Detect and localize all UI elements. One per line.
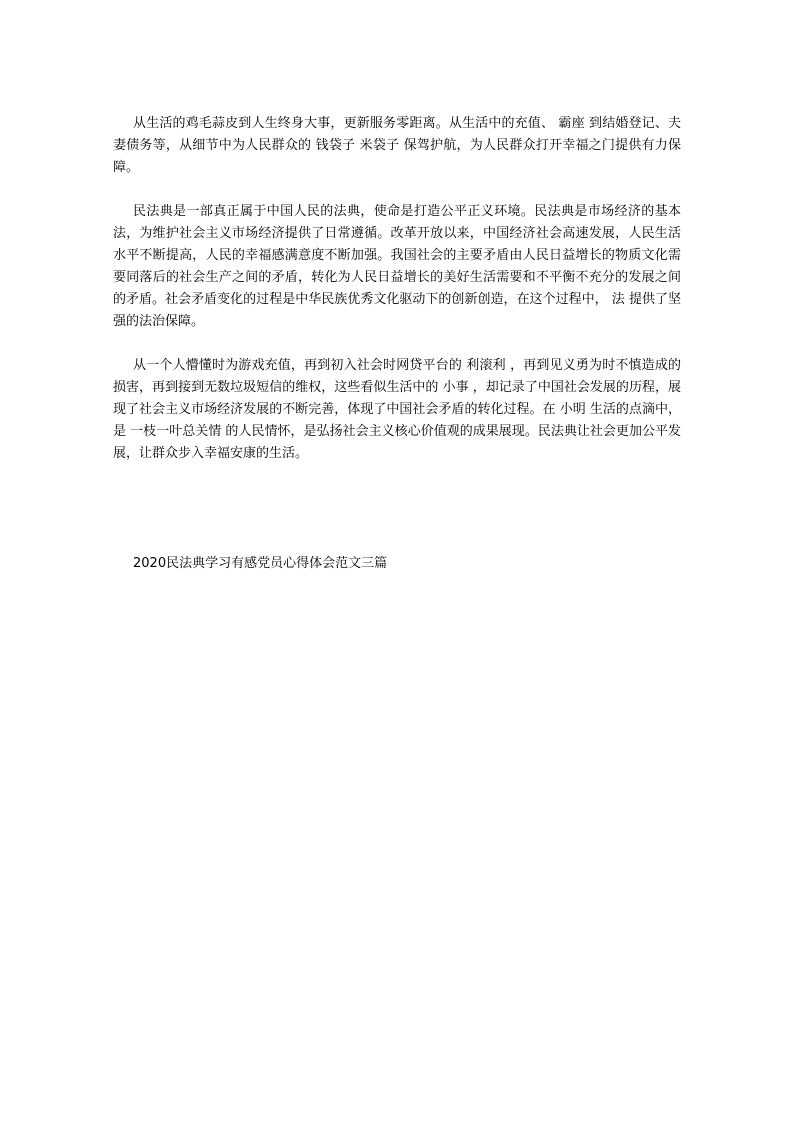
- document-body: [113, 113, 681, 465]
- document-footer-title: 2020民法典学习有感党员心得体会范文三篇: [133, 556, 388, 571]
- paragraph-spacer: [113, 333, 681, 355]
- paragraph-spacer: [113, 179, 681, 201]
- paragraph-3: 从一个人懵懂时为游戏充值，再到初入社会时网贷平台的 利滚利 ，再到见义勇为时不慎造成的损害，再到接到无数垃圾短信的维权，这些看似生活中的 小事 ，却记录了中国社会发展的历程，展现了社会主义市场经济发展的不断完善，体现了中国社会矛盾的转化过程。在 小明 生活的点滴中，是 一枝一叶总关情 的人民情怀，是弘扬社会主义核心价值观的成果展现。民法典让社会更加公平发展，让群众步入幸福安康的生活。: [113, 358, 681, 461]
- paragraph-2: 民法典是一部真正属于中国人民的法典，使命是打造公平正义环境。民法典是市场经济的基本法，为维护社会主义市场经济提供了日常遵循。改革开放以来，中国经济社会高速发展，人民生活水平不断提高，人民的幸福感满意度不断加强。我国社会的主要矛盾由人民日益增长的物质文化需要同落后的社会生产之间的矛盾，转化为人民日益增长的美好生活需要和不平衡不充分的发展之间的矛盾。社会矛盾变化的过程是中华民族优秀文化驱动下的创新创造，在这个过程中， 法 提供了坚强的法治保障。: [113, 204, 681, 329]
- paragraph-1: 从生活的鸡毛蒜皮到人生终身大事，更新服务零距离。从生活中的充值、 霸座 到结婚登记、夫妻债务等，从细节中为人民群众的 钱袋子 米袋子 保驾护航，为人民群众打开幸福之门提供有力保障。: [113, 116, 681, 175]
